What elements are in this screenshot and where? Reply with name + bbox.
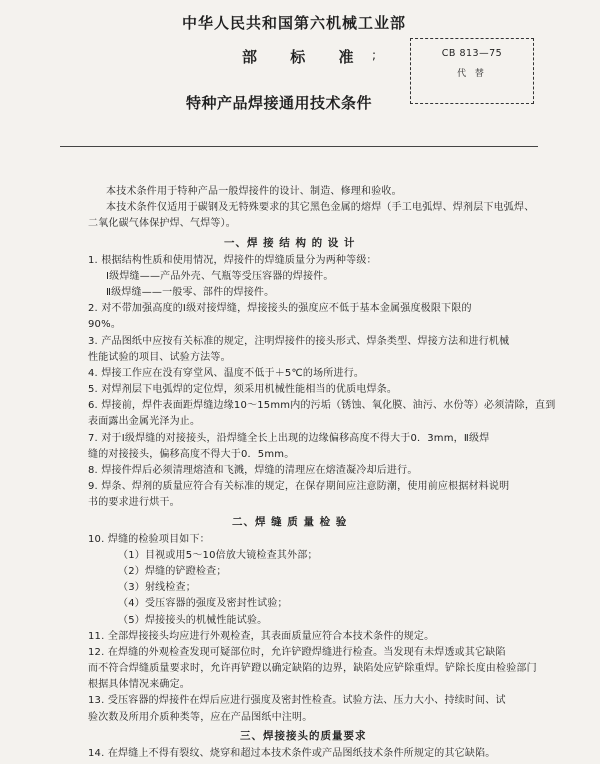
section-heading-inspection: 二、焊 缝 质 量 检 验 bbox=[232, 516, 348, 528]
standard-code: CB 813—75 bbox=[441, 48, 503, 59]
clause-line: 11. 全部焊接接头均应进行外观检查，其表面质量应符合本技术条件的规定。 bbox=[88, 631, 435, 642]
standard-label-punctuation: ; bbox=[372, 48, 377, 62]
list-item: （4）受压容器的强度及密封性试验； bbox=[118, 598, 288, 609]
clause-line: 1. 根据结构性质和使用情况，焊接件的焊缝质量分为两种等级： bbox=[88, 255, 377, 266]
clause-line: 13. 受压容器的焊接件在焊后应进行强度及密封性检查。试验方法、压力大小、持续时间、试 bbox=[88, 695, 506, 706]
clause-line: 90%。 bbox=[88, 319, 122, 330]
clause-line: 9. 焊条、焊剂的质量应符合有关标准的规定，在保存期间应注意防潮，使用前应根据材料说明 bbox=[88, 481, 510, 492]
clause-line: 而不符合焊缝质量要求时，允许再铲蹬以确定缺陷的边界，缺陷处应铲除重焊。铲除长度由检验部门 bbox=[88, 663, 537, 674]
section-heading-design: 一、焊 接 结 构 的 设 计 bbox=[224, 237, 356, 249]
clause-line: 3. 产品图纸中应按有关标准的规定，注明焊接件的接头形式、焊条类型、焊接方法和进行机械 bbox=[88, 336, 510, 347]
clause-line: 性能试验的项目、试验方法等。 bbox=[88, 352, 231, 363]
clause-line: 缝的对接接头，偏移高度不得大于0．5mm。 bbox=[88, 449, 295, 460]
clause-line: 5. 对焊剂层下电弧焊的定位焊，须采用机械性能相当的优质电焊条。 bbox=[88, 384, 398, 395]
clause-line: 7. 对于Ⅰ级焊缝的对接接头，沿焊缝全长上出现的边缘偏移高度不得大于0．3mm，Ⅱ级焊 bbox=[88, 433, 490, 444]
list-item: （1）目视或用5～10倍放大镜检查其外部； bbox=[118, 550, 318, 561]
header-divider bbox=[60, 146, 538, 147]
clause-line: Ⅱ级焊缝——一般零、部件的焊接件。 bbox=[106, 287, 275, 298]
list-item: （5）焊接接头的机械性能试验。 bbox=[118, 615, 268, 626]
clause-line: 14. 在焊缝上不得有裂纹、烧穿和超过本技术条件或产品图纸技术条件所规定的其它缺陷。 bbox=[88, 748, 496, 759]
clause-line: Ⅰ级焊缝——产品外壳、气瓶等受压容器的焊接件。 bbox=[106, 271, 334, 282]
clause-line: 8. 焊接件焊后必须清理熔渣和飞溅，焊缝的清理应在熔渣凝冷却后进行。 bbox=[88, 465, 418, 476]
list-item: （2）焊缝的铲蹬检查； bbox=[118, 566, 227, 577]
standard-code-box bbox=[410, 38, 534, 104]
document-title: 特种产品焊接通用技术条件 bbox=[186, 94, 373, 112]
clause-line: 表面露出金属光泽为止。 bbox=[88, 416, 201, 427]
clause-line: 10. 焊缝的检验项目如下： bbox=[88, 534, 210, 545]
standard-label: 部 标 准 bbox=[242, 48, 368, 66]
list-item: （3）射线检查； bbox=[118, 582, 196, 593]
organization-title: 中华人民共和国第六机械工业部 bbox=[182, 14, 407, 32]
clause-line: 6. 焊接前，焊件表面距焊缝边缘10～15mm内的污垢（锈蚀、氧化膜、油污、水份等）必须清除，直到 bbox=[88, 400, 556, 411]
clause-line: 2. 对不带加强高度的Ⅰ级对接焊缝，焊接接头的强度应不低于基本金属强度极限下限的 bbox=[88, 303, 472, 314]
intro-line: 本技术条件仅适用于碳钢及无特殊要求的其它黑色金属的熔焊（手工电弧焊、焊剂层下电弧焊、 bbox=[106, 202, 535, 213]
clause-line: 验次数及所用介质种类等，应在产品图纸中注明。 bbox=[88, 712, 313, 723]
section-heading-joint-quality: 三、焊接接头的质量要求 bbox=[240, 730, 367, 742]
clause-line: 4. 焊接工作应在没有穿堂风、温度不低于＋5℃的场所进行。 bbox=[88, 368, 365, 379]
intro-line: 本技术条件用于特种产品一般焊接件的设计、制造、修理和验收。 bbox=[106, 186, 402, 197]
intro-line: 二氧化碳气体保护焊、气焊等）。 bbox=[88, 218, 236, 229]
clause-line: 12. 在焊缝的外观检查发现可疑部位时，允许铲蹬焊缝进行检查。当发现有未焊透或其它缺陷 bbox=[88, 647, 506, 658]
replaces-label: 代 替 bbox=[457, 69, 487, 79]
clause-line: 根据具体情况来确定。 bbox=[88, 679, 190, 690]
clause-line: 书的要求进行烘干。 bbox=[88, 497, 180, 508]
